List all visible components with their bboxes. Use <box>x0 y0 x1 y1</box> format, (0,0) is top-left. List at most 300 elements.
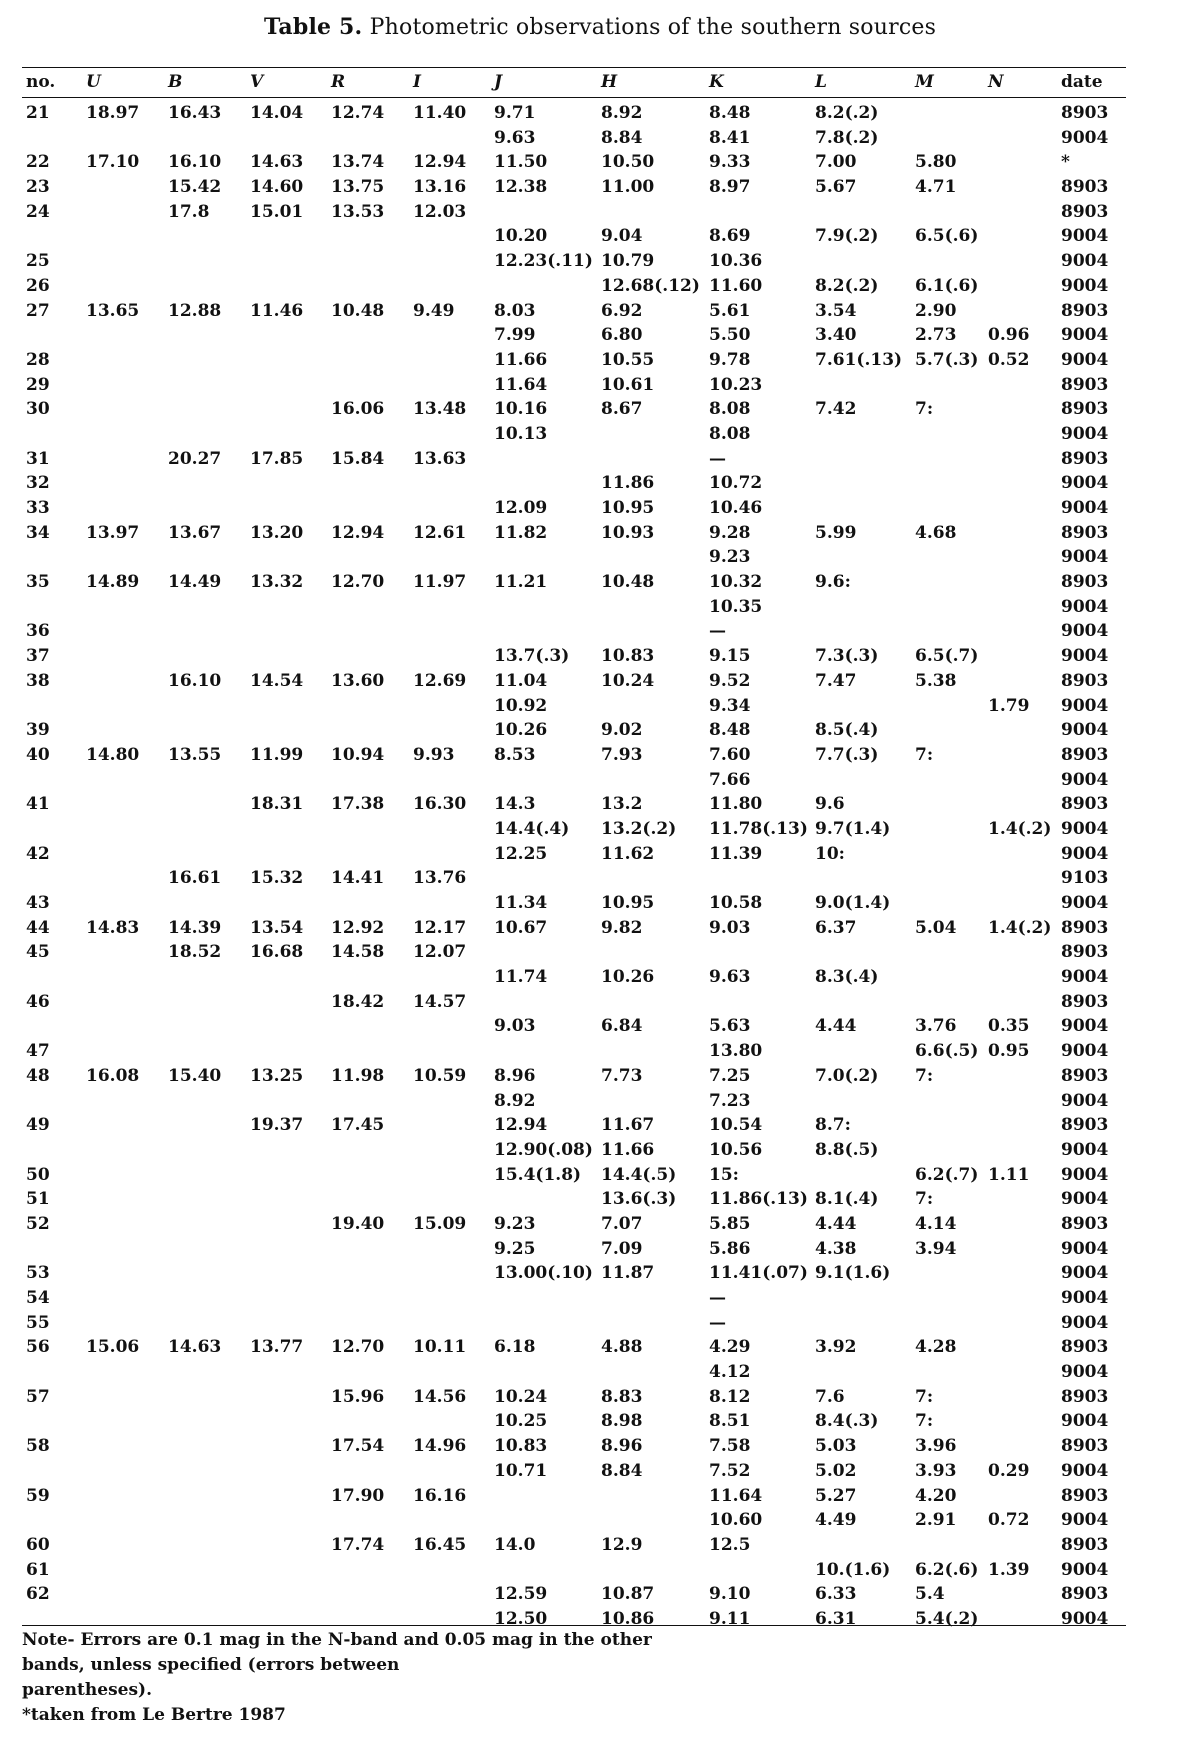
cell-m: 3.94 <box>915 1238 957 1259</box>
cell-date: 8903 <box>1061 1386 1109 1407</box>
cell-h: 4.88 <box>601 1337 643 1358</box>
cell-l: 8.3(.4) <box>815 967 879 988</box>
cell-j: 11.34 <box>494 893 548 913</box>
cell-j: 11.64 <box>494 374 548 395</box>
cell-date: 9004 <box>1061 1041 1109 1062</box>
table-row <box>0 447 1200 472</box>
cell-no: 50 <box>26 1164 50 1185</box>
cell-k: 15: <box>709 1164 739 1185</box>
cell-k: 7.58 <box>709 1436 751 1457</box>
cell-i: 14.56 <box>413 1386 467 1407</box>
cell-m: 5.7(.3) <box>915 349 979 370</box>
cell-i: 11.97 <box>413 572 467 593</box>
cell-no: 55 <box>26 1312 50 1333</box>
cell-j: 10.24 <box>494 1386 548 1407</box>
cell-k: 10.56 <box>709 1139 763 1160</box>
cell-k: 10.72 <box>709 473 763 494</box>
cell-m: 4.14 <box>915 1213 957 1234</box>
table-row <box>0 965 1200 990</box>
table-row <box>0 792 1200 817</box>
cell-l: 8.2(.2) <box>815 275 879 296</box>
cell-b: 14.49 <box>168 572 222 593</box>
header-u: U <box>86 72 101 92</box>
cell-j: 10.67 <box>494 917 548 938</box>
cell-no: 52 <box>26 1213 50 1234</box>
cell-v: 13.54 <box>250 917 304 938</box>
cell-date: 9004 <box>1061 325 1109 346</box>
cell-no: 38 <box>26 670 50 691</box>
cell-no: 27 <box>26 300 50 321</box>
cell-r: 17.45 <box>331 1115 385 1136</box>
table-body <box>0 101 1200 1632</box>
cell-h: 11.67 <box>601 1115 655 1136</box>
cell-b: 18.52 <box>168 942 222 963</box>
table-row <box>0 1261 1200 1286</box>
cell-date: 8903 <box>1061 201 1109 222</box>
cell-k: 8.97 <box>709 177 751 198</box>
cell-n: 1.39 <box>988 1559 1030 1580</box>
cell-j: 10.83 <box>494 1436 548 1457</box>
cell-l: 7.7(.3) <box>815 744 879 765</box>
table-row <box>0 397 1200 422</box>
cell-date: 9004 <box>1061 127 1109 148</box>
cell-v: 14.04 <box>250 103 304 123</box>
table-row <box>0 1533 1200 1558</box>
cell-i: 16.30 <box>413 794 467 815</box>
cell-k: 8.41 <box>709 127 751 148</box>
cell-no: 40 <box>26 744 50 765</box>
cell-h: 7.93 <box>601 744 643 765</box>
cell-l: 5.03 <box>815 1436 857 1457</box>
cell-k: 9.52 <box>709 670 751 691</box>
cell-l: 7.9(.2) <box>815 226 879 247</box>
cell-v: 13.77 <box>250 1337 304 1358</box>
cell-l: 3.92 <box>815 1337 857 1358</box>
cell-k: 9.78 <box>709 349 751 370</box>
cell-k: 9.34 <box>709 695 751 716</box>
cell-j: 9.23 <box>494 1213 536 1234</box>
cell-l: 8.1(.4) <box>815 1189 879 1210</box>
cell-date: 8903 <box>1061 744 1109 765</box>
cell-r: 17.90 <box>331 1485 385 1506</box>
cell-u: 13.65 <box>86 300 140 321</box>
cell-m: 7: <box>915 744 934 765</box>
cell-k: 9.63 <box>709 967 751 988</box>
cell-j: 11.21 <box>494 572 548 593</box>
cell-k: — <box>709 1312 726 1333</box>
cell-k: 5.50 <box>709 325 751 346</box>
table-row <box>0 200 1200 225</box>
cell-i: 14.96 <box>413 1436 467 1457</box>
cell-r: 19.40 <box>331 1213 385 1234</box>
table-row <box>0 768 1200 793</box>
cell-j: 14.4(.4) <box>494 818 570 839</box>
table-row <box>0 1360 1200 1385</box>
cell-m: 7: <box>915 1386 934 1407</box>
cell-l: 8.2(.2) <box>815 103 879 123</box>
cell-no: 42 <box>26 843 50 864</box>
cell-m: 2.90 <box>915 300 957 321</box>
cell-no: 44 <box>26 917 50 938</box>
cell-date: 8903 <box>1061 1213 1109 1234</box>
cell-k: 8.08 <box>709 423 751 444</box>
cell-h: 9.02 <box>601 720 643 741</box>
cell-date: 8903 <box>1061 1065 1109 1086</box>
cell-date: 9004 <box>1061 1411 1109 1432</box>
cell-j: 8.96 <box>494 1065 536 1086</box>
cell-k: 7.66 <box>709 769 751 790</box>
cell-h: 10.24 <box>601 670 655 691</box>
cell-k: 11.86(.13) <box>709 1189 808 1210</box>
cell-v: 14.54 <box>250 670 304 691</box>
table-row <box>0 1558 1200 1583</box>
cell-h: 10.61 <box>601 374 655 395</box>
cell-r: 12.70 <box>331 1337 385 1358</box>
table-row <box>0 224 1200 249</box>
cell-h: 10.87 <box>601 1584 655 1605</box>
cell-no: 51 <box>26 1189 50 1210</box>
table-row <box>0 1039 1200 1064</box>
cell-date: 9004 <box>1061 1510 1109 1531</box>
cell-date: 9004 <box>1061 275 1109 296</box>
table-notes <box>22 1628 722 1728</box>
table-row <box>0 1409 1200 1434</box>
cell-date: 9004 <box>1061 843 1109 864</box>
cell-n: 0.29 <box>988 1460 1030 1481</box>
table-row <box>0 249 1200 274</box>
cell-k: 7.60 <box>709 744 751 765</box>
cell-m: 6.5(.6) <box>915 226 979 247</box>
table-title-text: Photometric observations of the southern sources <box>369 15 937 40</box>
cell-no: 36 <box>26 621 50 642</box>
cell-no: 26 <box>26 275 50 296</box>
cell-j: 13.7(.3) <box>494 646 570 667</box>
cell-no: 61 <box>26 1559 50 1580</box>
cell-date: 8903 <box>1061 374 1109 395</box>
cell-h: 14.4(.5) <box>601 1164 677 1185</box>
cell-k: 7.23 <box>709 1090 751 1111</box>
cell-k: — <box>709 448 726 469</box>
cell-h: 13.2 <box>601 794 643 815</box>
cell-m: 7: <box>915 1411 934 1432</box>
cell-h: 11.66 <box>601 1139 655 1160</box>
cell-i: 13.63 <box>413 448 467 469</box>
cell-k: 5.86 <box>709 1238 751 1259</box>
cell-i: 12.61 <box>413 522 467 543</box>
header-j: J <box>494 72 503 92</box>
cell-date: 9004 <box>1061 1090 1109 1111</box>
table-row <box>0 274 1200 299</box>
cell-h: 11.86 <box>601 473 655 494</box>
cell-j: 9.63 <box>494 127 536 148</box>
table-row <box>0 496 1200 521</box>
cell-k: 9.23 <box>709 547 751 568</box>
header-m: M <box>915 72 934 92</box>
cell-j: 9.25 <box>494 1238 536 1259</box>
cell-k: 10.58 <box>709 893 763 913</box>
cell-date: 9004 <box>1061 596 1109 617</box>
cell-l: 7.6 <box>815 1386 845 1407</box>
cell-r: 15.84 <box>331 448 385 469</box>
cell-no: 58 <box>26 1436 50 1457</box>
cell-v: 14.60 <box>250 177 304 198</box>
cell-u: 17.10 <box>86 152 140 173</box>
cell-h: 10.55 <box>601 349 655 370</box>
cell-no: 54 <box>26 1288 50 1308</box>
cell-date: 9004 <box>1061 251 1109 272</box>
cell-h: 12.68(.12) <box>601 275 700 296</box>
cell-date: 8903 <box>1061 1115 1109 1136</box>
cell-l: 3.40 <box>815 325 857 346</box>
cell-no: 34 <box>26 522 50 543</box>
cell-l: 7.42 <box>815 399 857 420</box>
cell-k: 8.48 <box>709 720 751 741</box>
cell-k: 9.10 <box>709 1584 751 1605</box>
cell-date: 9004 <box>1061 349 1109 370</box>
cell-j: 12.94 <box>494 1115 548 1136</box>
cell-l: 7.61(.13) <box>815 349 903 370</box>
cell-k: 10.60 <box>709 1510 763 1531</box>
cell-l: 9.6 <box>815 794 845 815</box>
cell-l: 7.3(.3) <box>815 646 879 667</box>
cell-l: 8.4(.3) <box>815 1411 879 1432</box>
cell-k: 9.15 <box>709 646 751 667</box>
cell-l: 6.37 <box>815 917 857 938</box>
table-row <box>0 1064 1200 1089</box>
cell-no: 28 <box>26 349 50 370</box>
cell-h: 10.50 <box>601 152 655 173</box>
cell-i: 9.93 <box>413 744 455 765</box>
cell-i: 16.16 <box>413 1485 467 1506</box>
cell-m: 4.28 <box>915 1337 957 1358</box>
cell-date: 9004 <box>1061 967 1109 988</box>
cell-m: 6.5(.7) <box>915 646 979 667</box>
cell-date: 9004 <box>1061 1238 1109 1259</box>
cell-k: 10.36 <box>709 251 763 272</box>
table-row <box>0 694 1200 719</box>
cell-l: 7.0(.2) <box>815 1065 879 1086</box>
cell-h: 6.92 <box>601 300 643 321</box>
cell-l: 9.6: <box>815 572 851 593</box>
header-date: date <box>1061 72 1103 92</box>
note-line: bands, unless specified (errors between <box>22 1655 400 1675</box>
cell-i: 12.94 <box>413 152 467 173</box>
cell-h: 12.9 <box>601 1534 643 1555</box>
cell-date: 9004 <box>1061 695 1109 716</box>
cell-k: 11.60 <box>709 275 763 296</box>
table-row <box>0 422 1200 447</box>
cell-date: 9004 <box>1061 1016 1109 1037</box>
cell-h: 8.84 <box>601 1460 643 1481</box>
cell-date: 9004 <box>1061 1608 1109 1629</box>
cell-v: 13.25 <box>250 1065 304 1086</box>
cell-date: 9004 <box>1061 1312 1109 1333</box>
cell-date: 8903 <box>1061 991 1109 1012</box>
cell-k: 9.28 <box>709 522 751 543</box>
cell-j: 7.99 <box>494 325 536 346</box>
cell-date: 8903 <box>1061 522 1109 543</box>
table-row <box>0 101 1200 126</box>
cell-k: 9.11 <box>709 1608 751 1629</box>
header-n: N <box>988 72 1004 92</box>
cell-r: 12.94 <box>331 522 385 543</box>
cell-r: 17.54 <box>331 1436 385 1457</box>
table-row <box>0 1212 1200 1237</box>
cell-date: 8903 <box>1061 917 1109 938</box>
cell-no: 49 <box>26 1115 50 1136</box>
cell-date: 8903 <box>1061 177 1109 198</box>
cell-m: 4.68 <box>915 522 957 543</box>
cell-j: 10.92 <box>494 695 548 716</box>
cell-m: 5.80 <box>915 152 957 173</box>
table-row <box>0 348 1200 373</box>
cell-j: 13.00(.10) <box>494 1263 593 1284</box>
cell-date: 8903 <box>1061 300 1109 321</box>
cell-l: 10.(1.6) <box>815 1559 891 1580</box>
cell-date: 8903 <box>1061 670 1109 691</box>
table-row <box>0 1335 1200 1360</box>
table-row <box>0 1582 1200 1607</box>
cell-k: 10.54 <box>709 1115 763 1136</box>
cell-r: 12.92 <box>331 917 385 938</box>
cell-date: 8903 <box>1061 1485 1109 1506</box>
table-title <box>0 14 1200 40</box>
cell-no: 35 <box>26 572 50 593</box>
table-row <box>0 1286 1200 1311</box>
cell-b: 17.8 <box>168 201 210 222</box>
cell-b: 16.10 <box>168 152 222 173</box>
cell-m: 6.2(.7) <box>915 1164 979 1185</box>
cell-h: 11.87 <box>601 1263 655 1284</box>
table-row <box>0 150 1200 175</box>
cell-no: 33 <box>26 498 50 518</box>
cell-no: 39 <box>26 720 50 741</box>
cell-date: 9004 <box>1061 818 1109 839</box>
cell-v: 19.37 <box>250 1115 304 1136</box>
cell-b: 14.39 <box>168 917 222 938</box>
cell-date: 9004 <box>1061 1460 1109 1481</box>
cell-r: 16.06 <box>331 399 385 420</box>
cell-b: 13.55 <box>168 744 222 765</box>
cell-no: 25 <box>26 251 50 272</box>
cell-k: 9.33 <box>709 152 751 173</box>
footnote: *taken from Le Bertre 1987 <box>22 1705 286 1725</box>
cell-u: 13.97 <box>86 522 140 543</box>
cell-date: 8903 <box>1061 1337 1109 1358</box>
cell-no: 23 <box>26 177 50 198</box>
cell-j: 10.13 <box>494 423 548 444</box>
table-row <box>0 1508 1200 1533</box>
cell-h: 8.92 <box>601 103 643 123</box>
cell-r: 14.41 <box>331 868 385 889</box>
cell-h: 13.2(.2) <box>601 818 677 839</box>
cell-j: 8.92 <box>494 1090 536 1111</box>
cell-h: 6.80 <box>601 325 643 346</box>
cell-k: 11.39 <box>709 843 763 864</box>
cell-j: 14.3 <box>494 794 536 815</box>
cell-date: 8903 <box>1061 1584 1109 1605</box>
cell-date: 8903 <box>1061 794 1109 815</box>
table-row <box>0 1187 1200 1212</box>
cell-j: 14.0 <box>494 1534 536 1555</box>
cell-m: 7: <box>915 1189 934 1210</box>
cell-i: 9.49 <box>413 300 455 321</box>
cell-n: 0.96 <box>988 325 1030 346</box>
cell-date: 8903 <box>1061 942 1109 963</box>
cell-m: 5.04 <box>915 917 957 938</box>
cell-no: 31 <box>26 448 50 469</box>
cell-date: 9004 <box>1061 1559 1109 1580</box>
cell-k: — <box>709 1288 726 1308</box>
cell-v: 15.01 <box>250 201 304 222</box>
cell-no: 46 <box>26 991 50 1012</box>
cell-i: 12.69 <box>413 670 467 691</box>
cell-m: 5.38 <box>915 670 957 691</box>
cell-b: 16.61 <box>168 868 222 889</box>
cell-r: 13.53 <box>331 201 385 222</box>
cell-i: 11.40 <box>413 103 467 123</box>
cell-m: 4.71 <box>915 177 957 198</box>
cell-h: 7.07 <box>601 1213 643 1234</box>
top-rule <box>22 67 1126 68</box>
cell-j: 12.09 <box>494 498 548 518</box>
cell-j: 10.26 <box>494 720 548 741</box>
cell-date: 9004 <box>1061 226 1109 247</box>
cell-h: 10.95 <box>601 893 655 913</box>
cell-m: 2.91 <box>915 1510 957 1531</box>
cell-date: 9004 <box>1061 893 1109 913</box>
cell-r: 13.74 <box>331 152 385 173</box>
cell-m: 2.73 <box>915 325 957 346</box>
cell-k: 5.63 <box>709 1016 751 1037</box>
cell-r: 12.74 <box>331 103 385 123</box>
cell-l: 5.02 <box>815 1460 857 1481</box>
table-row <box>0 1484 1200 1509</box>
cell-no: 62 <box>26 1584 50 1605</box>
cell-h: 10.95 <box>601 498 655 518</box>
cell-r: 10.48 <box>331 300 385 321</box>
cell-l: 8.5(.4) <box>815 720 879 741</box>
cell-k: 5.61 <box>709 300 751 321</box>
cell-date: 9004 <box>1061 1189 1109 1210</box>
cell-h: 10.83 <box>601 646 655 667</box>
cell-h: 7.09 <box>601 1238 643 1259</box>
cell-l: 5.99 <box>815 522 857 543</box>
cell-m: 6.6(.5) <box>915 1041 979 1062</box>
cell-k: 12.5 <box>709 1534 751 1555</box>
cell-v: 15.32 <box>250 868 304 889</box>
cell-h: 10.48 <box>601 572 655 593</box>
cell-u: 18.97 <box>86 103 140 123</box>
cell-b: 16.10 <box>168 670 222 691</box>
table-row <box>0 619 1200 644</box>
header-rule <box>22 97 1126 98</box>
cell-k: 11.80 <box>709 794 763 815</box>
cell-n: 1.4(.2) <box>988 917 1052 938</box>
cell-u: 14.83 <box>86 917 140 938</box>
cell-k: 4.29 <box>709 1337 751 1358</box>
cell-l: 6.31 <box>815 1608 857 1629</box>
cell-no: 47 <box>26 1041 50 1062</box>
cell-r: 10.94 <box>331 744 385 765</box>
cell-no: 21 <box>26 103 50 123</box>
table-header <box>0 72 1200 96</box>
cell-date: * <box>1061 152 1070 173</box>
cell-h: 9.82 <box>601 917 643 938</box>
cell-v: 18.31 <box>250 794 304 815</box>
bottom-rule <box>22 1625 1126 1626</box>
cell-i: 15.09 <box>413 1213 467 1234</box>
